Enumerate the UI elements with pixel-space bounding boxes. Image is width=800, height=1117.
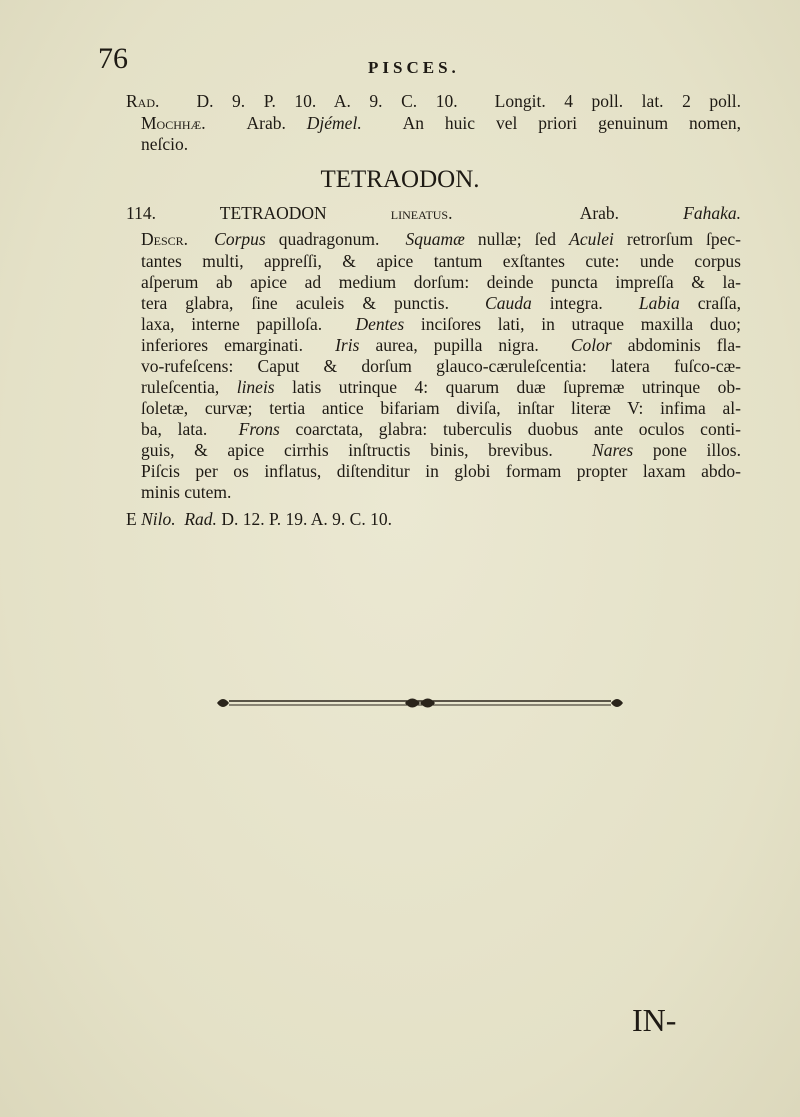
small-caps-label: Mochhæ.	[141, 113, 206, 133]
text-segment: inferiores emarginati.	[141, 335, 336, 355]
running-head: PISCES.	[368, 58, 460, 77]
text-segment: Arab.	[205, 113, 307, 133]
text-segment: abdominis fla-	[611, 335, 741, 355]
italic-term: Nares	[592, 440, 634, 460]
text-line	[141, 419, 741, 440]
text-segment: coarctata, glabra: tuberculis duobus ante oculos conti-	[279, 419, 741, 439]
italic-term: Color	[570, 335, 612, 355]
text-segment	[188, 229, 214, 249]
italic-term: Djémel.	[306, 113, 362, 133]
italic-term: Rad.	[184, 509, 217, 529]
ornament-divider-icon	[215, 695, 625, 711]
small-caps-label: Rad.	[126, 91, 160, 111]
text-line	[126, 91, 741, 112]
text-segment: neſcio.	[141, 134, 189, 154]
text-segment: D. 12. P. 19. A. 9. C. 10.	[216, 509, 392, 529]
text-segment: inciſores lati, in utraque maxilla duo;	[404, 314, 742, 334]
text-segment: quadragonum.	[265, 229, 406, 249]
text-segment: pone illos.	[633, 440, 741, 460]
text-line	[141, 113, 741, 134]
text-segment: vo-rufeſcens: Caput & dorſum glauco-cæruleſcentia: latera fuſco-cæ-	[141, 356, 741, 376]
text-line	[141, 461, 741, 482]
text-line	[141, 335, 741, 356]
text-segment: tantes multi, appreſſi, & apice tantum exſtantes cute: unde corpus	[141, 251, 741, 271]
text-line	[141, 482, 231, 503]
italic-term: Aculei	[569, 229, 614, 249]
text-line	[141, 272, 741, 293]
page-number: 76	[98, 42, 128, 75]
text-segment: ruleſcentia,	[141, 377, 237, 397]
text-segment: aurea, pupilla nigra.	[359, 335, 571, 355]
text-segment: guis, & apice cirrhis inſtructis binis, brevibus.	[141, 440, 593, 460]
text-line	[141, 134, 188, 155]
italic-term: Dentes	[355, 314, 405, 334]
text-line	[141, 377, 741, 398]
text-segment: ſoletæ, curvæ; tertia antice bifariam diviſa, inſtar literæ V: infima al-	[141, 398, 741, 418]
italic-term: lineis	[236, 377, 275, 397]
text-segment: aſperum ab apice ad medium dorſum: deinde puncta impreſſa & la-	[141, 272, 741, 292]
text-segment: retrorſum ſpec-	[613, 229, 742, 249]
text-line	[141, 229, 741, 250]
text-segment: integra.	[531, 293, 639, 313]
text-segment: latis utrinque 4: quarum duæ ſupremæ utrinque ob-	[274, 377, 741, 397]
text-segment: E	[126, 509, 142, 529]
italic-term: Nilo.	[141, 509, 176, 529]
text-line	[141, 293, 741, 314]
catchword: IN-	[632, 1002, 677, 1038]
text-segment: tera glabra, ſine aculeis & punctis.	[141, 293, 486, 313]
text-segment: 114. TETRAODON	[126, 203, 391, 223]
text-line	[141, 314, 741, 335]
text-segment: laxa, interne papilloſa.	[141, 314, 356, 334]
small-caps-label: Descr.	[141, 229, 189, 249]
text-line	[141, 251, 741, 272]
italic-term: Corpus	[214, 229, 266, 249]
section-heading: TETRAODON.	[320, 166, 480, 193]
italic-term: Squamæ	[405, 229, 465, 249]
text-segment: minis cutem.	[141, 482, 232, 502]
small-caps-label: lineatus.	[390, 203, 453, 223]
text-line	[126, 509, 392, 530]
italic-term: Cauda	[485, 293, 532, 313]
text-line	[141, 398, 741, 419]
text-segment: D. 9. P. 10. A. 9. C. 10. Longit. 4 poll. lat. 2 poll.	[159, 91, 741, 111]
italic-term: Fahaka.	[683, 203, 741, 223]
text-segment: nullæ; ſed	[464, 229, 570, 249]
text-segment: An huic vel priori genuinum nomen,	[361, 113, 741, 133]
text-segment: Arab.	[452, 203, 684, 223]
italic-term: Labia	[638, 293, 680, 313]
text-line	[141, 356, 741, 377]
text-segment: Piſcis per os inflatus, diſtenditur in globi formam propter laxam abdo-	[141, 461, 741, 481]
text-line	[126, 203, 741, 224]
italic-term: Iris	[335, 335, 360, 355]
italic-term: Frons	[238, 419, 280, 439]
text-line	[141, 440, 741, 461]
text-segment: ba, lata.	[141, 419, 239, 439]
text-segment: craſſa,	[679, 293, 741, 313]
